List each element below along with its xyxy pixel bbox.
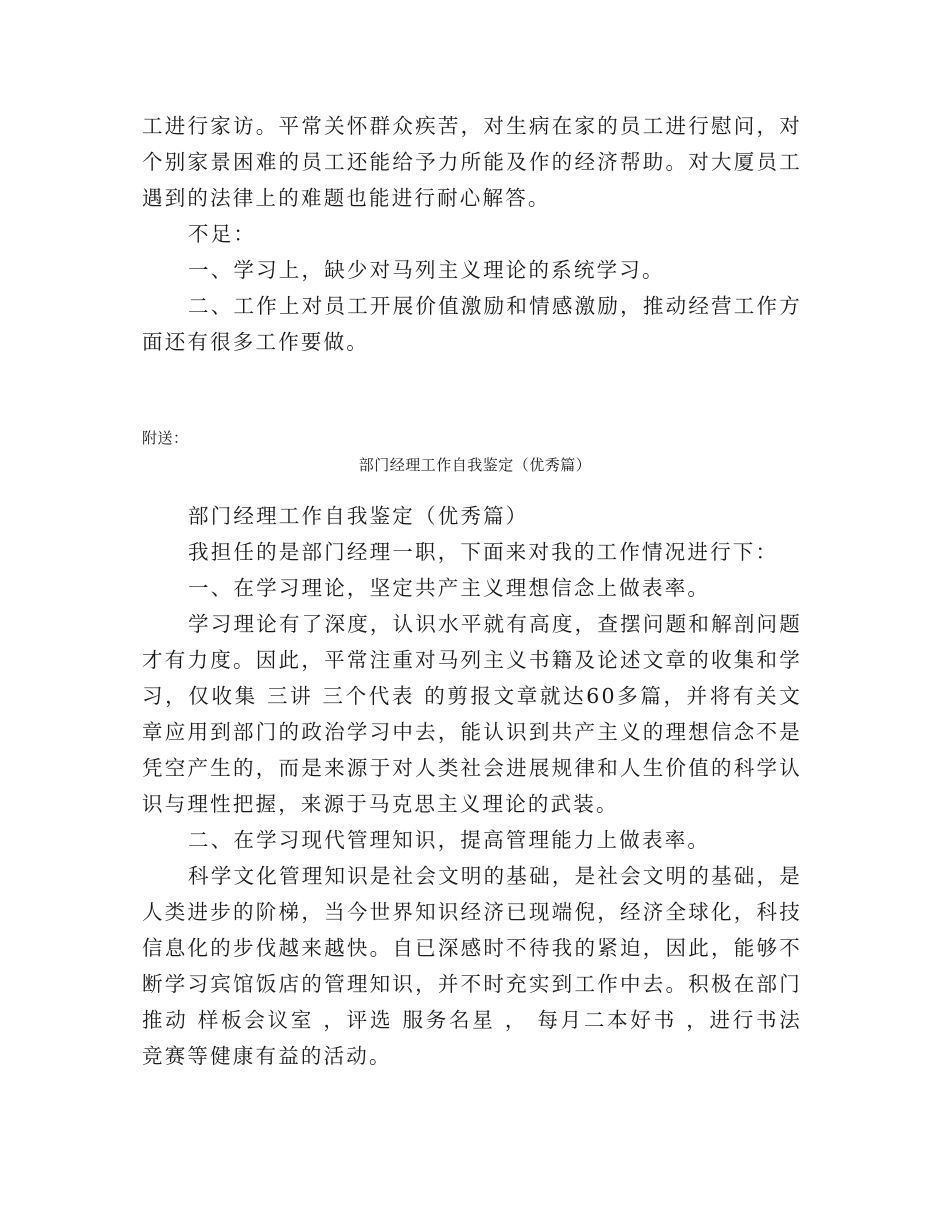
paragraph-home-visits: 工进行家访。平常关怀群众疾苦，对生病在家的员工进行慰问，对个别家景困难的员工还能给予力所能及作的经济帮助。对大厦员工遇到的法律上的难题也能进行耐心解答。: [142, 114, 802, 210]
paragraph-shortcoming-study: 一、学习上，缺少对马列主义理论的系统学习。: [188, 258, 665, 282]
article-heading: 部门经理工作自我鉴定（优秀篇）: [188, 504, 529, 528]
paragraph-shortcoming-work: 二、工作上对员工开展价值激励和情感激励，推动经营工作方面还有很多工作要做。: [142, 294, 802, 354]
paragraph-shortcomings-heading: 不足：: [188, 222, 257, 246]
paragraph-management: 科学文化管理知识是社会文明的基础，是社会文明的基础，是人类进步的阶梯，当今世界知识经济已现端倪，经济全球化，科技信息化的步伐越来越快。自已深感时不待我的紧迫，因此，能够不断学习宾馆饭店的管理知识，并不时充实到工作中去。积极在部门推动 样板会议室 ，评选 服务名星 ， 每月二本好书 ，进行书法竞赛等健康有益的活动。: [142, 864, 802, 1068]
appendix-label: 附送：: [142, 429, 189, 447]
article-body: [142, 498, 802, 1074]
section-heading-management: 二、在学习现代管理知识，提高管理能力上做表率。: [188, 828, 711, 852]
previous-section: [142, 108, 802, 360]
appendix-title: 部门经理工作自我鉴定（优秀篇）: [358, 456, 592, 474]
article-intro: 我担任的是部门经理一职，下面来对我的工作情况进行下：: [188, 540, 779, 564]
section-heading-theory: 一、在学习理论，坚定共产主义理想信念上做表率。: [188, 576, 711, 600]
paragraph-theory: 学习理论有了深度，认识水平就有高度，查摆问题和解剖问题才有力度。因此，平常注重对马列主义书籍及论述文章的收集和学习，仅收集 三讲 三个代表 的剪报文章就达60多篇，并将有关文章应用到部门的政治学习中去，能认识到共产主义的理想信念不是凭空产生的，而是来源于对人类社会进展规律和人生价值的科学认识与理性把握，来源于马克思主义理论的武装。: [142, 612, 802, 816]
